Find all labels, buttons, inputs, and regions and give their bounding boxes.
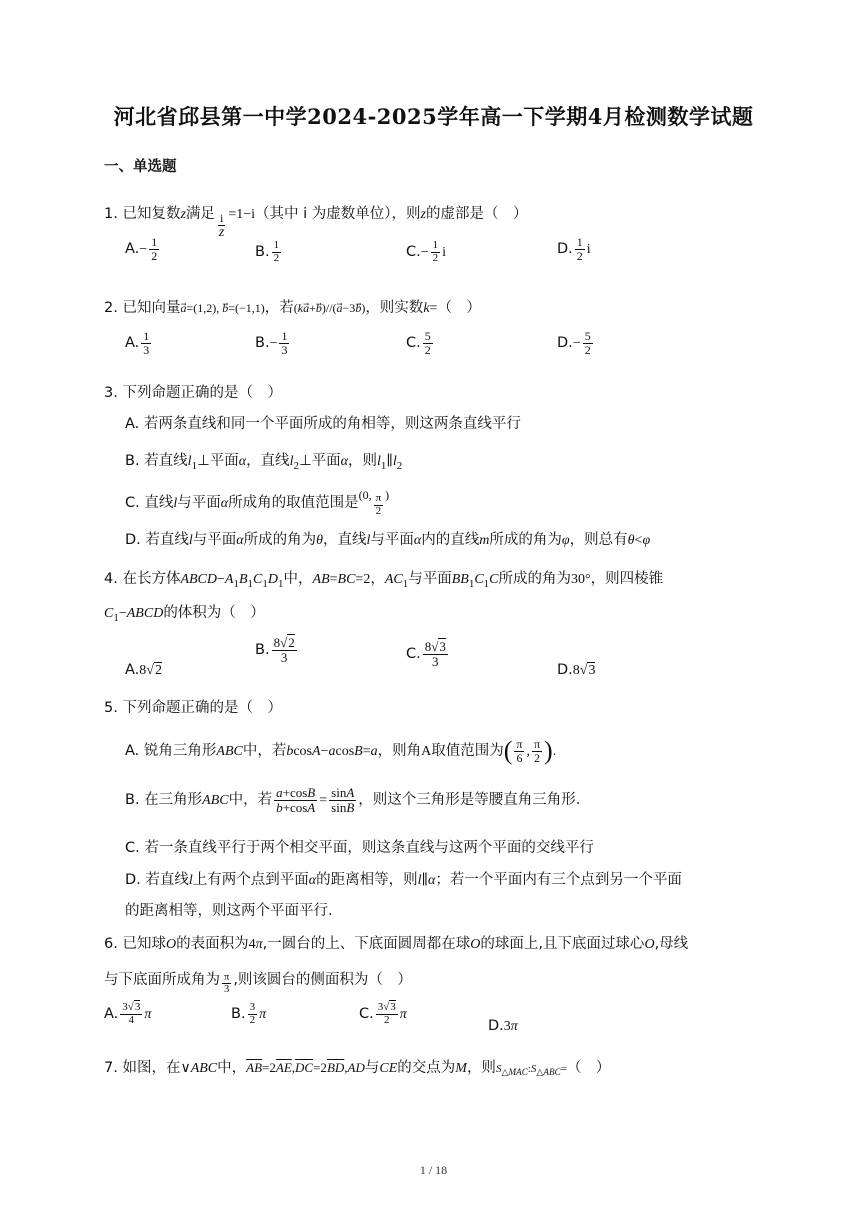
q6-option-d[interactable]: D.3π (488, 1018, 518, 1034)
question-1-stem: 1. 已知复数z满足 $\frac{i}{z}$ =1−i（其中 i 为虚数单位），则z的虚部是（ ） (104, 206, 528, 240)
q3-option-b[interactable]: B. 若直线$l_1\perp$平面α，直线$l_2\perp$平面α，则$l_1\parallel l_2$ (125, 453, 403, 472)
question-2-stem: 2. 已知向量a⃗=(1,2), b⃗=(−1,1)，若(ka⃗+b⃗)//(a⃗−3b⃗)，则实数k=（ ） (104, 300, 481, 316)
q1-option-a[interactable]: A.− $\frac{1}{2}$ (125, 235, 158, 263)
section-heading: 一、单选题 (104, 159, 177, 175)
question-4-stem-line1: 4. 在长方体$ABCD-A_1B_1C_1D_1$中，AB=BC=2，$AC_1$与平面$BB_1C_1C$所成的角为30°，则四棱锥 (104, 571, 664, 590)
question-4-stem-line2: $C_1-ABCD$的体积为（ ） (104, 605, 265, 624)
q5-option-d-cont: 的距离相等，则这两个平面平行. (125, 903, 333, 919)
q3-option-a[interactable]: A. 若两条直线和同一个平面所成的角相等，则这两条直线平行 (125, 416, 521, 432)
q2-option-d[interactable]: D.− $\frac{5}{2}$ (557, 329, 591, 357)
q3-option-d[interactable]: D. 若直线l与平面α所成的角为θ，直线l与平面α内的直线m所成的角为φ，则总有θ<φ (125, 532, 651, 548)
q2-option-a[interactable]: A. $\frac{1}{3}$ (125, 329, 150, 357)
q4-option-d[interactable]: D.8√3 (557, 662, 596, 678)
q5-option-c[interactable]: C. 若一条直线平行于两个相交平面，则这条直线与这两个平面的交线平行 (125, 840, 594, 856)
q1-option-c[interactable]: C.− $\frac{1}{2}$ i (406, 239, 447, 264)
q1-option-d[interactable]: D. $\frac{1}{2}$ i (557, 235, 591, 263)
q5-option-d[interactable]: D. 若直线l上有两个点到平面α的距离相等，则l∥α；若一个平面内有三个点到另一个平面 (125, 872, 682, 888)
page-title: 河北省邱县第一中学2024-2025学年高一下学期4月检测数学试题 (113, 104, 754, 129)
q6-option-a[interactable]: A. $\frac{3√3}{4}$ π (104, 1001, 152, 1026)
question-6-stem-line1: 6. 已知球O的表面积为4π,一圆台的上、下底面圆周都在球O的球面上,且下底面过球心O,母线 (104, 936, 689, 952)
question-5-stem: 5. 下列命题正确的是（ ） (104, 700, 282, 716)
q3-option-c[interactable]: C. 直线l与平面α所成角的取值范围是$^{(0,}$ $\frac{\pi}{2}$ ) (125, 488, 390, 517)
q2-option-c[interactable]: C. $\frac{5}{2}$ (406, 329, 431, 357)
q6-option-b[interactable]: B. $\frac{3}{2}$ π (231, 1001, 267, 1026)
question-7-stem: 7. 如图，在∨ABC中，$\overline{AB}=2\overline{AE},\overline{DC}=2\overline{BD},AD$与CE的交点为M，则$S_{\triangle MAC}:S_{\triangle ABC}=$（ ） (104, 1060, 611, 1078)
q5-option-b[interactable]: B. 在三角形ABC中，若 $\frac{a+\cos B}{b+\cos A}$ = $\frac{\sin A}{\sin B}$ ，则这个三角形是等腰直角三角形. (125, 785, 581, 815)
q6-option-c[interactable]: C. $\frac{3√3}{2}$ π (359, 1001, 407, 1026)
page-number: 1 / 18 (419, 1163, 448, 1177)
q5-option-a[interactable]: A. 锐角三角形ABC中，若bcosA−acosB=a，则角A取值范围为( $\frac{\pi}{6}$ , $\frac{\pi}{2}$ ). (125, 736, 557, 765)
q2-option-b[interactable]: B.− $\frac{1}{3}$ (255, 329, 288, 357)
q4-option-c[interactable]: C. $\frac{8√3}{3}$ (406, 639, 446, 669)
question-6-stem-line2: 与下底面所成角为 $\frac{\pi}{3}$ ,则该圆台的侧面积为（ ） (104, 972, 412, 996)
q4-option-a[interactable]: A.8√2 (125, 662, 162, 678)
q4-option-b[interactable]: B. $\frac{8√2}{3}$ (255, 635, 295, 665)
question-3-stem: 3. 下列命题正确的是（ ） (104, 385, 282, 401)
q1-option-b[interactable]: B. $\frac{1}{2}$ (255, 239, 280, 264)
